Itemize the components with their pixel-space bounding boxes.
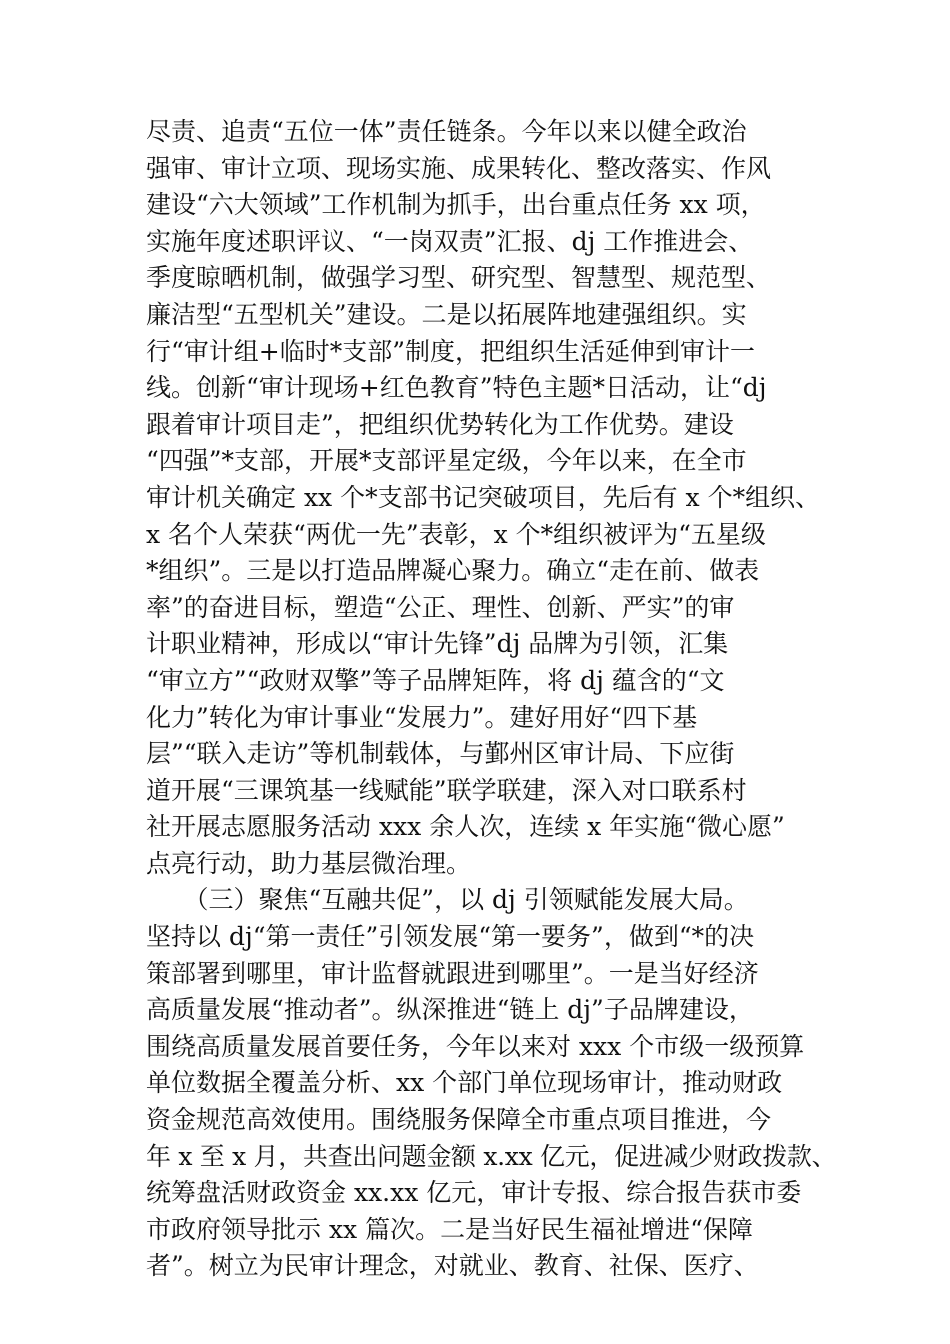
- text-line: 市政府领导批示 xx 篇次。二是当好民生福祉增进“保障: [146, 1214, 753, 1244]
- text-line: 廉洁型“五型机关”建设。二是以拓展阵地建强组织。实: [146, 299, 747, 329]
- text-line: 策部署到哪里，审计监督就跟进到哪里”。一是当好经济: [146, 958, 759, 988]
- text-line: 尽责、追责“五位一体”责任链条。今年以来以健全政治: [146, 117, 747, 146]
- text-line: “四强”*支部，开展*支部评星定级，今年以来，在全市: [146, 446, 747, 476]
- text-line: 统筹盘活财政资金 xx.xx 亿元，审计专报、综合报告获市委: [146, 1178, 802, 1208]
- text-line: 年 x 至 x 月，共查出问题金额 x.xx 亿元，促进减少财政拨款、: [146, 1141, 837, 1171]
- text-line: 层”“联入走访”等机制载体，与鄞州区审计局、下应街: [146, 739, 735, 769]
- text-line: 季度晾晒机制，做强学习型、研究型、智慧型、规范型、: [146, 263, 772, 293]
- text-line: “审立方”“政财双擎”等子品牌矩阵，将 dj 蕴含的“文: [146, 665, 725, 695]
- text-line: 行“审计组+临时*支部”制度，把组织生活延伸到审计一: [146, 336, 756, 366]
- text-line: 强审、审计立项、现场实施、成果转化、整改落实、作风: [146, 153, 772, 183]
- text-line: 审计机关确定 xx 个*支部书记突破项目，先后有 x 个*组织、: [146, 482, 821, 512]
- text-line: 率”的奋进目标，塑造“公正、理性、创新、严实”的审: [146, 592, 735, 622]
- text-line: 跟着审计项目走”，把组织优势转化为工作优势。建设: [146, 409, 734, 439]
- text-line: 高质量发展“推动者”。纵深推进“链上 dj”子品牌建设，: [146, 995, 754, 1025]
- section-heading-line: （三）聚焦“互融共促”，以 dj 引领赋能发展大局。: [146, 885, 749, 915]
- text-line: 坚持以 dj“第一责任”引领发展“第一要务”，做到“*的决: [146, 922, 755, 952]
- text-line: 实施年度述职评议、“一岗双责”汇报、dj 工作推进会、: [146, 226, 754, 256]
- text-line: 计职业精神，形成以“审计先锋”dj 品牌为引领，汇集: [146, 629, 729, 659]
- text-line: *组织”。三是以打造品牌凝心聚力。确立“走在前、做表: [146, 556, 760, 586]
- text-line: 单位数据全覆盖分析、xx 个部门单位现场审计，推动财政: [146, 1068, 783, 1098]
- text-line: 社开展志愿服务活动 xxx 余人次，连续 x 年实施“微心愿”: [146, 812, 785, 842]
- text-line: 线。创新“审计现场+红色教育”特色主题*日活动，让“dj: [146, 373, 767, 403]
- text-line: 围绕高质量发展首要任务，今年以来对 xxx 个市级一级预算: [146, 1031, 805, 1061]
- body-text: [146, 114, 837, 1285]
- text-line: 建设“六大领域”工作机制为抓手，出台重点任务 xx 项，: [146, 190, 766, 220]
- text-line: 点亮行动，助力基层微治理。: [146, 848, 472, 878]
- text-line: 者”。树立为民审计理念，对就业、教育、社保、医疗、: [146, 1251, 759, 1281]
- text-line: 资金规范高效使用。围绕服务保障全市重点项目推进，今: [146, 1105, 772, 1135]
- text-line: 化力”转化为审计事业“发展力”。建好用好“四下基: [146, 702, 698, 732]
- text-line: 道开展“三课筑基一线赋能”联学联建，深入对口联系村: [146, 775, 747, 805]
- text-line: x 名个人荣获“两优一先”表彰，x 个*组织被评为“五星级: [146, 519, 766, 549]
